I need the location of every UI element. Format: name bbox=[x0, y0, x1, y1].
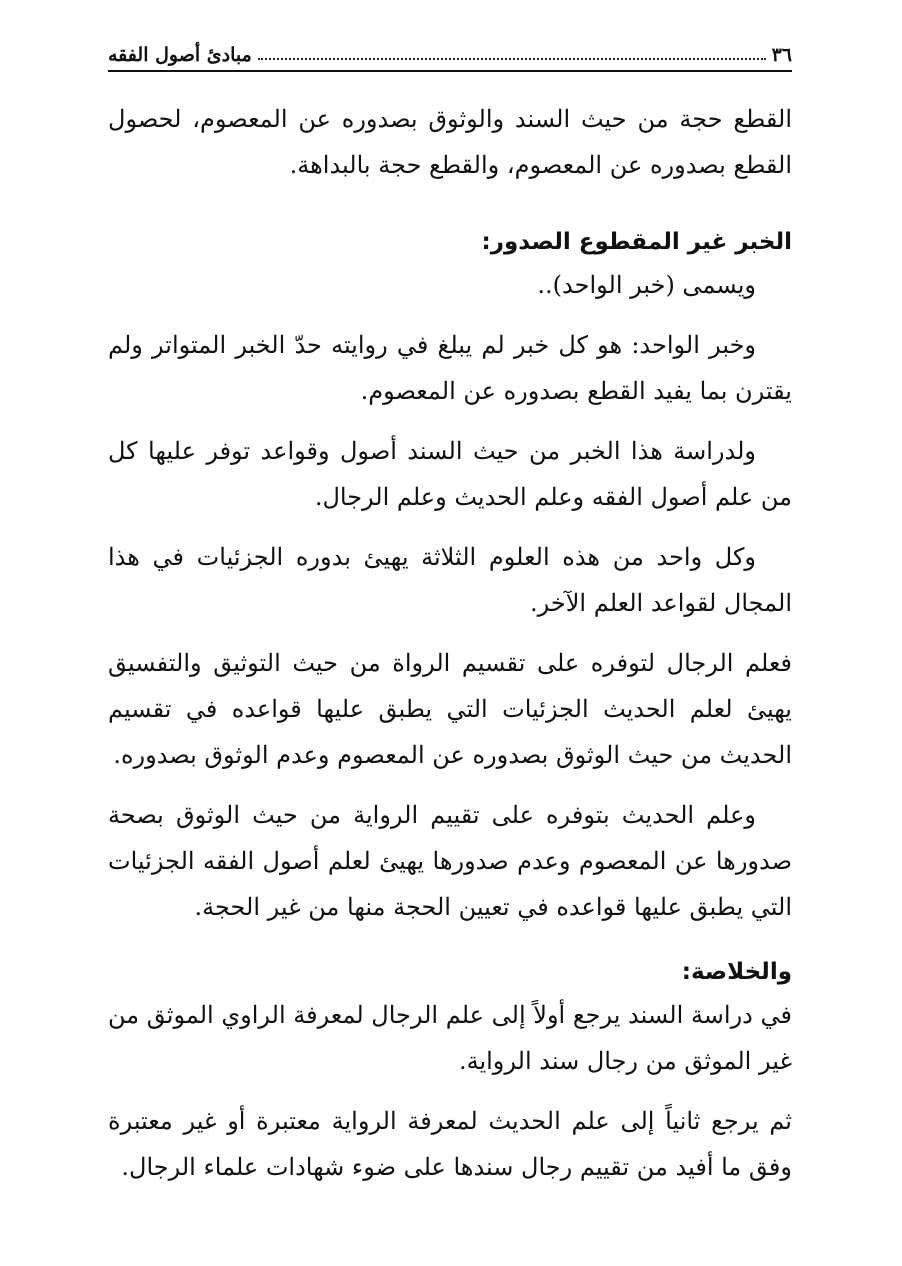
page-body bbox=[108, 96, 792, 1204]
paragraph: ثم يرجع ثانياً إلى علم الحديث لمعرفة الرواية معتبرة أو غير معتبرة وفق ما أفيد من تقييم رجال سندها على ضوء شهادات علماء الرجال. bbox=[108, 1107, 792, 1181]
paragraph-continuation: القطع حجة من حيث السند والوثوق بصدوره عن المعصوم، لحصول القطع بصدوره عن المعصوم، والقطع حجة بالبداهة. bbox=[108, 105, 792, 179]
paragraph: ولدراسة هذا الخبر من حيث السند أصول وقواعد توفر عليها كل من علم أصول الفقه وعلم الحديث وعلم الرجال. bbox=[108, 437, 792, 511]
section-heading: الخبر غير المقطوع الصدور: bbox=[481, 229, 792, 255]
paragraph: وعلم الحديث بتوفره على تقييم الرواية من حيث الوثوق بصحة صدورها عن المعصوم وعدم صدورها يهيئ لعلم أصول الفقه الجزئيات التي يطبق عليها قواعده في تعيين الحجة منها من غير الحجة. bbox=[108, 801, 792, 921]
running-header bbox=[108, 34, 792, 72]
paragraph: في دراسة السند يرجع أولاً إلى علم الرجال لمعرفة الراوي الموثق من غير الموثق من رجال سند الرواية. bbox=[108, 1001, 792, 1075]
page-number: ٣٦ bbox=[771, 44, 792, 66]
running-title: مبادئ أصول الفقه bbox=[108, 44, 252, 66]
paragraph: ويسمى (خبر الواحد).. bbox=[537, 271, 756, 299]
header-dot-leader bbox=[258, 58, 766, 60]
paragraph: وكل واحد من هذه العلوم الثلاثة يهيئ بدوره الجزئيات في هذا المجال لقواعد العلم الآخر. bbox=[108, 543, 792, 617]
summary-heading: والخلاصة: bbox=[681, 959, 792, 985]
paragraph: وخبر الواحد: هو كل خبر لم يبلغ في روايته حدّ الخبر المتواتر ولم يقترن بما يفيد القطع بصدوره عن المعصوم. bbox=[108, 331, 792, 405]
paragraph: فعلم الرجال لتوفره على تقسيم الرواة من حيث التوثيق والتفسيق يهيئ لعلم الحديث الجزئيات التي يطبق عليها قواعده في تقسيم الحديث من حيث الوثوق بصدوره عن المعصوم وعدم الوثوق بصدوره. bbox=[108, 649, 792, 769]
